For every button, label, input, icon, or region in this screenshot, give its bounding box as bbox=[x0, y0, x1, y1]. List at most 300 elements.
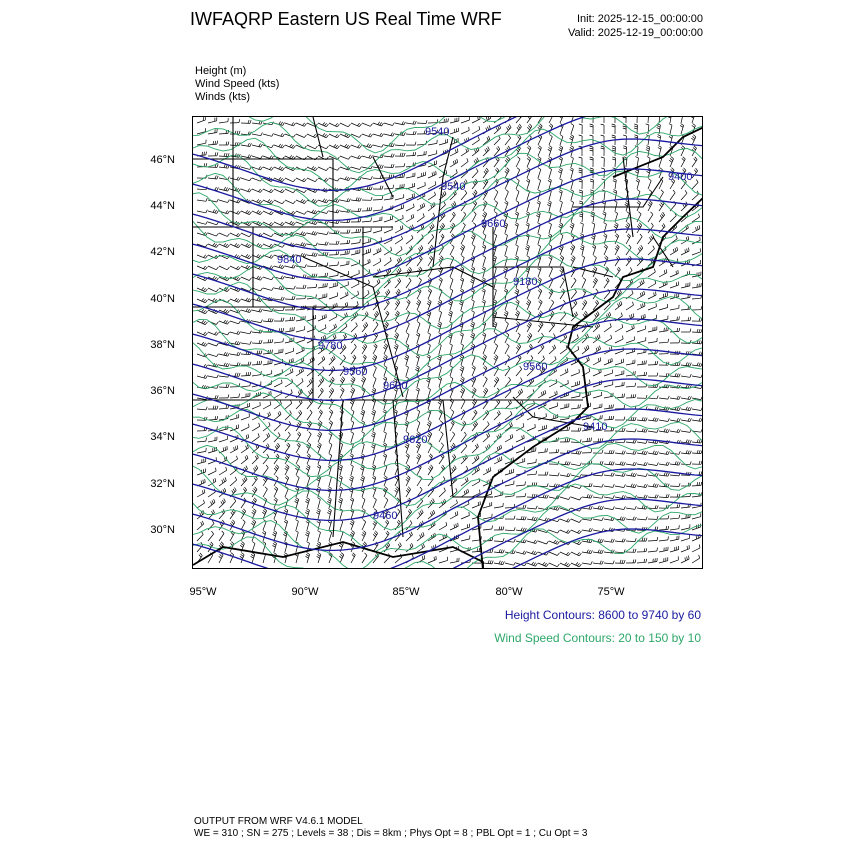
wind-barb bbox=[648, 537, 658, 541]
model-output-label: OUTPUT FROM WRF V4.6.1 MODEL bbox=[194, 816, 363, 827]
wind-barb bbox=[692, 396, 702, 399]
wind-barb bbox=[494, 503, 503, 508]
wind-barb bbox=[516, 551, 527, 555]
wind-barb bbox=[208, 243, 219, 247]
wind-barb bbox=[494, 527, 504, 531]
wind-barb bbox=[615, 560, 625, 564]
wind-barb bbox=[329, 531, 332, 542]
wind-barb bbox=[351, 208, 361, 211]
wind-barb bbox=[579, 190, 583, 200]
wind-barb bbox=[219, 499, 225, 508]
wind-barb bbox=[604, 278, 609, 288]
init-time: Init: 2025-12-15_00:00:00 bbox=[577, 13, 703, 25]
wind-barb bbox=[296, 123, 307, 127]
wind-barb bbox=[318, 531, 321, 542]
wind-barb bbox=[252, 402, 260, 409]
wind-barb bbox=[461, 535, 470, 541]
wind-barb bbox=[439, 139, 448, 145]
wind-barb bbox=[317, 443, 321, 454]
wind-barb bbox=[316, 509, 320, 520]
wind-barb bbox=[559, 201, 562, 212]
wind-barb bbox=[230, 177, 241, 181]
wind-barb bbox=[659, 304, 668, 310]
wind-barb bbox=[274, 465, 279, 475]
wind-barb bbox=[593, 438, 603, 442]
wind-barb bbox=[494, 491, 503, 497]
wind-barb bbox=[659, 472, 669, 476]
wind-barb bbox=[460, 388, 464, 399]
wind-barb bbox=[692, 450, 702, 454]
wind-barb bbox=[549, 552, 560, 556]
wind-barb bbox=[570, 179, 573, 190]
wind-barb bbox=[681, 190, 687, 200]
wind-barb bbox=[461, 148, 469, 156]
wind-barb bbox=[295, 498, 299, 509]
wind-barb bbox=[448, 311, 452, 322]
wind-barb bbox=[526, 300, 530, 311]
wind-barb bbox=[395, 194, 404, 200]
lat-label-38: 38°N bbox=[150, 339, 175, 351]
wind-barb bbox=[406, 214, 414, 222]
contour-label: 9840 bbox=[277, 254, 302, 266]
wind-barb bbox=[626, 223, 630, 233]
wind-barb bbox=[527, 117, 532, 123]
wind-barb bbox=[230, 383, 240, 387]
wind-barb bbox=[470, 278, 474, 289]
wind-barb bbox=[659, 494, 669, 497]
wind-barb bbox=[350, 388, 354, 398]
wind-barb bbox=[604, 561, 614, 564]
wind-barb bbox=[197, 255, 208, 258]
wind-barb bbox=[197, 221, 208, 224]
wind-barb bbox=[615, 359, 624, 365]
wind-barb bbox=[383, 454, 387, 465]
wind-barb bbox=[505, 190, 508, 201]
wind-barb bbox=[438, 377, 442, 388]
wind-barb bbox=[604, 404, 613, 409]
wind-barb bbox=[230, 331, 241, 335]
wind-barb bbox=[582, 449, 592, 453]
wind-barb bbox=[340, 355, 346, 365]
wind-barb bbox=[219, 352, 229, 356]
wind-barb bbox=[615, 451, 625, 455]
wind-barb bbox=[340, 144, 351, 148]
wind-barb bbox=[283, 553, 287, 564]
wind-barb bbox=[329, 410, 333, 420]
wind-barb bbox=[648, 505, 658, 509]
wind-barb bbox=[571, 369, 579, 376]
wind-barb bbox=[637, 429, 647, 433]
wind-barb bbox=[549, 345, 556, 354]
wind-barb bbox=[659, 547, 668, 552]
wind-barb bbox=[263, 199, 273, 203]
wind-barb bbox=[208, 266, 218, 270]
wind-barb bbox=[395, 132, 405, 136]
wind-barb bbox=[505, 168, 509, 178]
wind-barb bbox=[208, 406, 218, 409]
wind-barb bbox=[637, 473, 647, 476]
wind-barb bbox=[582, 278, 586, 288]
wind-contour bbox=[193, 274, 703, 334]
wind-barb bbox=[538, 472, 548, 475]
wind-barb bbox=[681, 429, 691, 432]
wind-barb bbox=[626, 538, 636, 541]
wind-barb bbox=[219, 200, 230, 203]
wind-barb bbox=[219, 384, 229, 387]
wind-barb bbox=[681, 248, 689, 255]
wind-barb bbox=[219, 405, 229, 409]
wind-barb bbox=[634, 117, 637, 123]
wind-barb bbox=[230, 445, 238, 453]
valid-time: Valid: 2025-12-19_00:00:00 bbox=[568, 27, 703, 39]
wind-barb bbox=[241, 393, 250, 398]
wind-barb bbox=[692, 329, 702, 333]
wind-barb bbox=[648, 373, 658, 376]
wind-barb bbox=[505, 516, 515, 519]
wind-barb bbox=[681, 362, 691, 366]
wind-barb bbox=[626, 212, 629, 223]
wind-barb bbox=[494, 190, 498, 200]
wind-barb bbox=[648, 303, 656, 310]
contour-label: 9180 bbox=[513, 276, 538, 288]
wind-barb bbox=[329, 134, 339, 138]
wind-barb bbox=[428, 192, 436, 200]
wind-barb bbox=[285, 122, 296, 126]
wind-barb bbox=[240, 553, 244, 564]
wind-barb bbox=[351, 281, 359, 289]
wind-barb bbox=[612, 157, 615, 167]
wind-barb bbox=[590, 117, 593, 123]
wind-barb bbox=[483, 467, 491, 475]
contour-label: 9620 bbox=[403, 434, 428, 446]
wind-barb bbox=[439, 557, 448, 563]
wind-barb bbox=[483, 147, 489, 156]
wind-barb bbox=[406, 532, 413, 541]
wind-barb bbox=[504, 256, 507, 267]
wind-barb bbox=[648, 234, 654, 244]
wind-barb bbox=[461, 421, 466, 431]
wind-barb bbox=[362, 498, 365, 509]
wind-barb bbox=[571, 381, 580, 387]
wind-barb bbox=[659, 418, 669, 421]
wind-barb bbox=[670, 340, 680, 344]
wind-barb bbox=[670, 429, 680, 433]
wind-barb bbox=[536, 212, 540, 223]
wind-barb bbox=[681, 396, 691, 400]
wind-barb bbox=[626, 429, 636, 432]
wind-barb bbox=[318, 283, 327, 288]
variable-height: Height (m) bbox=[195, 65, 247, 77]
wind-barb bbox=[230, 553, 234, 564]
wind-barb bbox=[263, 277, 274, 280]
wind-barb bbox=[494, 201, 498, 212]
contour-label: 9560 bbox=[523, 361, 548, 373]
wind-barb bbox=[395, 300, 400, 310]
wind-barb bbox=[384, 154, 394, 158]
wind-barb bbox=[692, 214, 700, 222]
wind-barb bbox=[547, 201, 551, 212]
wind-barb bbox=[351, 542, 355, 552]
wind-barb bbox=[373, 377, 376, 388]
wind-barb bbox=[307, 263, 317, 266]
wind-barb bbox=[230, 394, 240, 398]
wind-barb bbox=[559, 190, 563, 201]
wind-barb bbox=[417, 120, 427, 123]
wind-barb bbox=[582, 494, 592, 498]
wind-barb bbox=[659, 373, 669, 376]
wind-barb bbox=[538, 289, 542, 299]
wind-barb bbox=[405, 465, 409, 475]
wind-barb bbox=[329, 454, 332, 465]
wind-barb bbox=[580, 223, 583, 233]
wind-barb bbox=[274, 297, 284, 301]
wind-barb bbox=[296, 178, 306, 182]
wind-barb bbox=[307, 253, 317, 257]
wind-barb bbox=[527, 157, 531, 168]
wind-barb bbox=[494, 234, 497, 245]
wind-barb bbox=[450, 558, 459, 563]
wind-barb bbox=[505, 562, 516, 565]
wind-barb bbox=[483, 422, 489, 432]
wind-barb bbox=[362, 176, 372, 179]
wind-barb bbox=[450, 511, 458, 519]
wind-barb bbox=[406, 333, 409, 344]
wind-barb bbox=[372, 465, 376, 476]
wind-barb bbox=[692, 544, 700, 552]
wind-barb bbox=[472, 366, 476, 377]
wind-barb bbox=[406, 204, 414, 211]
wind-barb bbox=[637, 234, 642, 244]
wind-barb bbox=[284, 520, 288, 531]
wind-barb bbox=[681, 556, 689, 563]
wind-barb bbox=[219, 243, 230, 247]
wind-barb bbox=[571, 562, 581, 566]
contour-label: 9540 bbox=[441, 181, 466, 193]
wind-barb bbox=[384, 257, 391, 266]
wind-barb bbox=[670, 396, 680, 400]
wind-barb bbox=[471, 234, 475, 245]
wind-barb bbox=[450, 278, 453, 289]
wind-barb bbox=[579, 168, 582, 178]
wind-barb bbox=[285, 200, 295, 204]
wind-barb bbox=[285, 369, 293, 377]
wind-barb bbox=[450, 159, 458, 167]
wind-barb bbox=[659, 462, 669, 466]
wind-barb bbox=[340, 133, 350, 137]
wind-barb bbox=[626, 473, 636, 477]
wind-barb bbox=[571, 519, 582, 523]
wind-barb bbox=[659, 526, 669, 530]
wind-barb bbox=[615, 394, 625, 398]
wind-barb bbox=[461, 127, 469, 134]
wind-barb bbox=[252, 133, 262, 136]
wind-barb bbox=[669, 124, 672, 134]
wind-barb bbox=[317, 465, 321, 476]
wind-barb bbox=[340, 198, 350, 202]
wind-barb bbox=[329, 388, 334, 398]
wind-barb bbox=[416, 333, 420, 344]
wind-barb bbox=[494, 377, 499, 387]
wind-barb bbox=[251, 553, 255, 564]
wind-barb bbox=[219, 276, 229, 280]
wind-barb bbox=[593, 404, 602, 409]
wind-barb bbox=[483, 526, 493, 531]
wind-barb bbox=[549, 563, 559, 567]
wind-barb bbox=[340, 240, 350, 244]
wind-barb bbox=[461, 410, 466, 420]
wind-barb bbox=[208, 354, 219, 357]
wind-barb bbox=[373, 498, 376, 509]
wind-barb bbox=[416, 344, 420, 355]
wind-barb bbox=[241, 487, 247, 497]
wind-barb bbox=[527, 322, 532, 332]
wind-barb bbox=[339, 487, 343, 498]
wind-barb bbox=[219, 233, 230, 236]
wind-barb bbox=[670, 483, 680, 486]
wind-barb bbox=[339, 553, 343, 563]
wind-barb bbox=[494, 355, 498, 365]
height-contour bbox=[193, 319, 703, 430]
wind-barb bbox=[427, 300, 431, 311]
wind-barb bbox=[219, 477, 226, 486]
wind-barb bbox=[263, 133, 274, 136]
wind-barb bbox=[439, 278, 443, 289]
wind-barb bbox=[307, 388, 313, 398]
wind-barb bbox=[241, 178, 252, 181]
wind-barb bbox=[472, 455, 479, 464]
wind-barb bbox=[329, 443, 332, 454]
wind-barb bbox=[274, 318, 284, 321]
wind-barb bbox=[406, 152, 416, 156]
wind-barb bbox=[681, 524, 690, 530]
wind-barb bbox=[318, 356, 325, 365]
wind-barb bbox=[362, 197, 372, 200]
wind-barb bbox=[197, 140, 206, 145]
wind-barb bbox=[494, 445, 502, 453]
wind-barb bbox=[604, 461, 614, 465]
wind-barb bbox=[592, 245, 596, 256]
wind-barb bbox=[483, 560, 493, 564]
wind-barb bbox=[263, 401, 271, 409]
wind-barb bbox=[516, 493, 526, 497]
wind-barb bbox=[505, 469, 514, 475]
wind-barb bbox=[362, 134, 373, 138]
wind-barb bbox=[538, 300, 542, 310]
wind-barb bbox=[604, 539, 614, 543]
wind-barb bbox=[373, 122, 384, 126]
wind-barb bbox=[406, 520, 412, 530]
wind-barb bbox=[285, 421, 291, 431]
wind-barb bbox=[579, 212, 583, 222]
wind-barb bbox=[483, 168, 488, 178]
wind-barb bbox=[241, 143, 251, 147]
wind-barb bbox=[560, 234, 563, 245]
wind-barb bbox=[274, 422, 281, 431]
wind-barb bbox=[527, 517, 537, 521]
wind-barb bbox=[263, 487, 267, 497]
wind-barb bbox=[417, 532, 424, 541]
wind-barb bbox=[670, 546, 679, 552]
wind-barb bbox=[373, 322, 378, 332]
wind-barb bbox=[208, 117, 217, 123]
wind-barb bbox=[615, 324, 623, 332]
wind-barb bbox=[560, 473, 570, 477]
wind-barb bbox=[285, 317, 295, 321]
wind-barb bbox=[416, 388, 420, 399]
wind-barb bbox=[274, 380, 282, 387]
wind-barb bbox=[351, 377, 355, 387]
wind-barb bbox=[318, 410, 323, 420]
wind-barb bbox=[428, 150, 437, 156]
wind-barb bbox=[538, 448, 547, 453]
wind-barb bbox=[406, 476, 410, 486]
wind-barb bbox=[373, 227, 382, 233]
wind-barb bbox=[670, 282, 679, 288]
wind-barb bbox=[472, 212, 476, 222]
wind-barb bbox=[373, 344, 377, 354]
wind-barb bbox=[351, 197, 361, 201]
state-border bbox=[373, 157, 393, 197]
wind-barb bbox=[263, 465, 268, 475]
wind-barb bbox=[494, 411, 500, 420]
wind-barb bbox=[285, 465, 289, 475]
wind-barb bbox=[615, 506, 625, 509]
wind-barb bbox=[549, 403, 558, 410]
lat-label-42: 42°N bbox=[150, 246, 175, 258]
wind-barb bbox=[538, 390, 546, 398]
wind-barb bbox=[681, 450, 691, 454]
wind-barb bbox=[582, 256, 585, 267]
wind-barb bbox=[263, 433, 270, 442]
wind-barb bbox=[659, 429, 669, 433]
wind-barb bbox=[219, 363, 229, 367]
wind-barb bbox=[318, 145, 328, 149]
wind-barb bbox=[274, 338, 283, 343]
wind-barb bbox=[252, 309, 262, 313]
wind-barb bbox=[208, 152, 218, 156]
wind-barb bbox=[318, 325, 326, 333]
wind-barb bbox=[406, 366, 409, 377]
wind-barb bbox=[615, 473, 625, 477]
wind-barb bbox=[516, 124, 521, 134]
lon-label-80: 80°W bbox=[495, 586, 523, 598]
wind-barb bbox=[317, 553, 321, 564]
wind-barb bbox=[659, 536, 668, 541]
wind-barb bbox=[208, 176, 218, 180]
wind-barb bbox=[305, 531, 309, 542]
wind-barb bbox=[659, 190, 664, 200]
wind-barb bbox=[670, 305, 679, 310]
wind-barb bbox=[295, 531, 298, 542]
wind-barb bbox=[350, 498, 354, 509]
wind-barb bbox=[637, 517, 647, 520]
wind-barb bbox=[648, 495, 658, 498]
wind-barb bbox=[615, 370, 624, 376]
wind-barb bbox=[263, 381, 272, 388]
wind-barb bbox=[361, 410, 365, 421]
wind-barb bbox=[362, 218, 372, 222]
wind-barb bbox=[494, 399, 500, 409]
wind-barb bbox=[383, 344, 387, 354]
wind-barb bbox=[692, 135, 696, 145]
wind-barb bbox=[593, 484, 603, 487]
contour-label: 9600 bbox=[383, 380, 408, 392]
wind-barb bbox=[285, 400, 292, 409]
wind-barb bbox=[241, 277, 252, 281]
wind-barb bbox=[208, 233, 219, 236]
wind-barb bbox=[351, 167, 362, 170]
wind-barb bbox=[670, 525, 679, 530]
